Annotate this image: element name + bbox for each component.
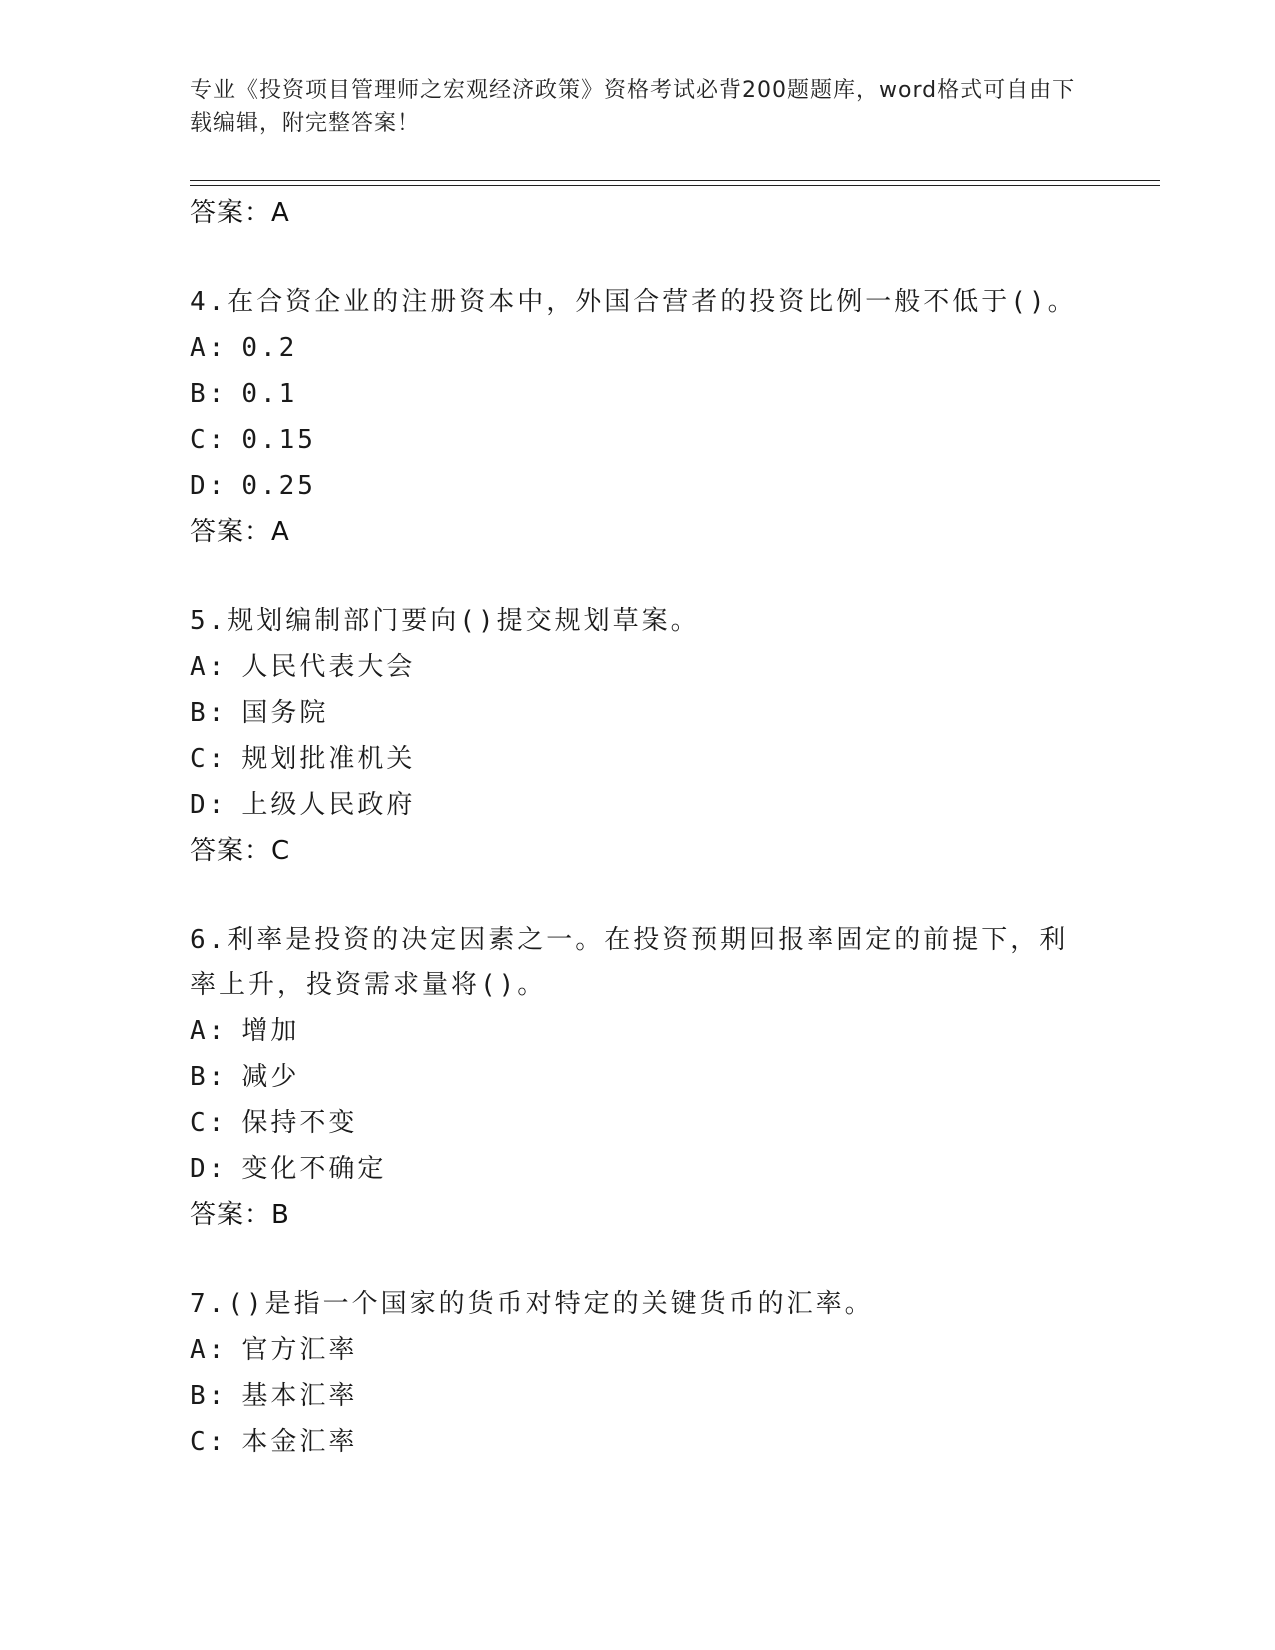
question-block [190, 599, 1090, 874]
option-a [190, 1008, 1090, 1054]
option-separator: : [208, 744, 228, 774]
option-text: 减少 [241, 1062, 300, 1092]
questions-container [190, 280, 1090, 1465]
option-letter: A [190, 652, 209, 682]
header-rule-bottom [190, 185, 1160, 186]
answer-value: B [271, 1200, 290, 1230]
option-text: 本金汇率 [241, 1427, 358, 1457]
option-separator: : [208, 425, 228, 455]
option-separator: : [208, 698, 228, 728]
question-list [190, 190, 1090, 1465]
option-text: 人民代表大会 [241, 652, 416, 682]
option-separator: : [208, 1108, 228, 1138]
option-letter: A [190, 333, 209, 363]
option-text: 上级人民政府 [241, 790, 416, 820]
question-stem: 6.利率是投资的决定因素之一。在投资预期回报率固定的前提下，利率上升，投资需求量将()。 [190, 925, 1069, 1000]
option-letter: D [190, 1154, 209, 1184]
option-text: 增加 [241, 1016, 300, 1046]
question-stem: 5.规划编制部门要向()提交规划草案。 [190, 606, 700, 636]
option-c [190, 1419, 1090, 1465]
option-c [190, 417, 1090, 463]
option-letter: B [190, 1381, 209, 1411]
answer-label: 答案： [190, 198, 272, 228]
option-separator: : [208, 1016, 228, 1046]
option-letter: A [190, 1016, 209, 1046]
option-text: 基本汇率 [241, 1381, 358, 1411]
option-text: 0.25 [241, 471, 316, 501]
option-separator: : [208, 379, 228, 409]
option-text: 保持不变 [241, 1108, 358, 1138]
question-block [190, 280, 1090, 555]
answer-line [190, 509, 1090, 555]
header-rule-top [190, 180, 1160, 181]
option-a [190, 644, 1090, 690]
question-block [190, 1282, 1090, 1465]
option-b [190, 690, 1090, 736]
option-c [190, 1100, 1090, 1146]
option-text: 官方汇率 [241, 1335, 358, 1365]
option-separator: : [208, 1381, 228, 1411]
option-letter: A [190, 1335, 209, 1365]
answer-value: C [271, 836, 291, 866]
option-a [190, 1327, 1090, 1373]
option-letter: B [190, 379, 209, 409]
option-separator: : [208, 790, 228, 820]
option-separator: : [208, 652, 228, 682]
answer-label: 答案： [190, 1200, 272, 1230]
option-letter: C [190, 1108, 209, 1138]
option-c [190, 736, 1090, 782]
option-separator: : [208, 333, 228, 363]
question-stem: 7.()是指一个国家的货币对特定的关键货币的汇率。 [190, 1289, 874, 1319]
answer-line [190, 190, 1090, 236]
option-text: 规划批准机关 [241, 744, 416, 774]
option-b [190, 1373, 1090, 1419]
option-separator: : [208, 1335, 228, 1365]
option-letter: D [190, 790, 209, 820]
option-separator: : [208, 471, 228, 501]
option-letter: C [190, 425, 209, 455]
answer-value: A [271, 517, 290, 547]
question-stem: 4.在合资企业的注册资本中，外国合营者的投资比例一般不低于()。 [190, 287, 1077, 317]
answer-value: A [271, 198, 290, 228]
option-letter: C [190, 744, 209, 774]
question-block [190, 918, 1090, 1238]
option-d [190, 463, 1090, 509]
option-text: 0.15 [241, 425, 316, 455]
answer-label: 答案： [190, 517, 272, 547]
option-letter: B [190, 1062, 209, 1092]
option-b [190, 1054, 1090, 1100]
option-text: 变化不确定 [241, 1154, 387, 1184]
option-text: 0.1 [241, 379, 298, 409]
option-b [190, 371, 1090, 417]
option-separator: : [208, 1427, 228, 1457]
option-letter: B [190, 698, 209, 728]
answer-line [190, 828, 1090, 874]
option-letter: C [190, 1427, 209, 1457]
page-header: 专业《投资项目管理师之宏观经济政策》资格考试必背200题题库，word格式可自由下载编辑，附完整答案！ [190, 78, 1076, 136]
option-d [190, 782, 1090, 828]
answer-line [190, 1192, 1090, 1238]
option-separator: : [208, 1154, 228, 1184]
option-letter: D [190, 471, 209, 501]
option-text: 0.2 [241, 333, 298, 363]
option-separator: : [208, 1062, 228, 1092]
option-a [190, 325, 1090, 371]
answer-label: 答案： [190, 836, 272, 866]
option-text: 国务院 [241, 698, 329, 728]
option-d [190, 1146, 1090, 1192]
